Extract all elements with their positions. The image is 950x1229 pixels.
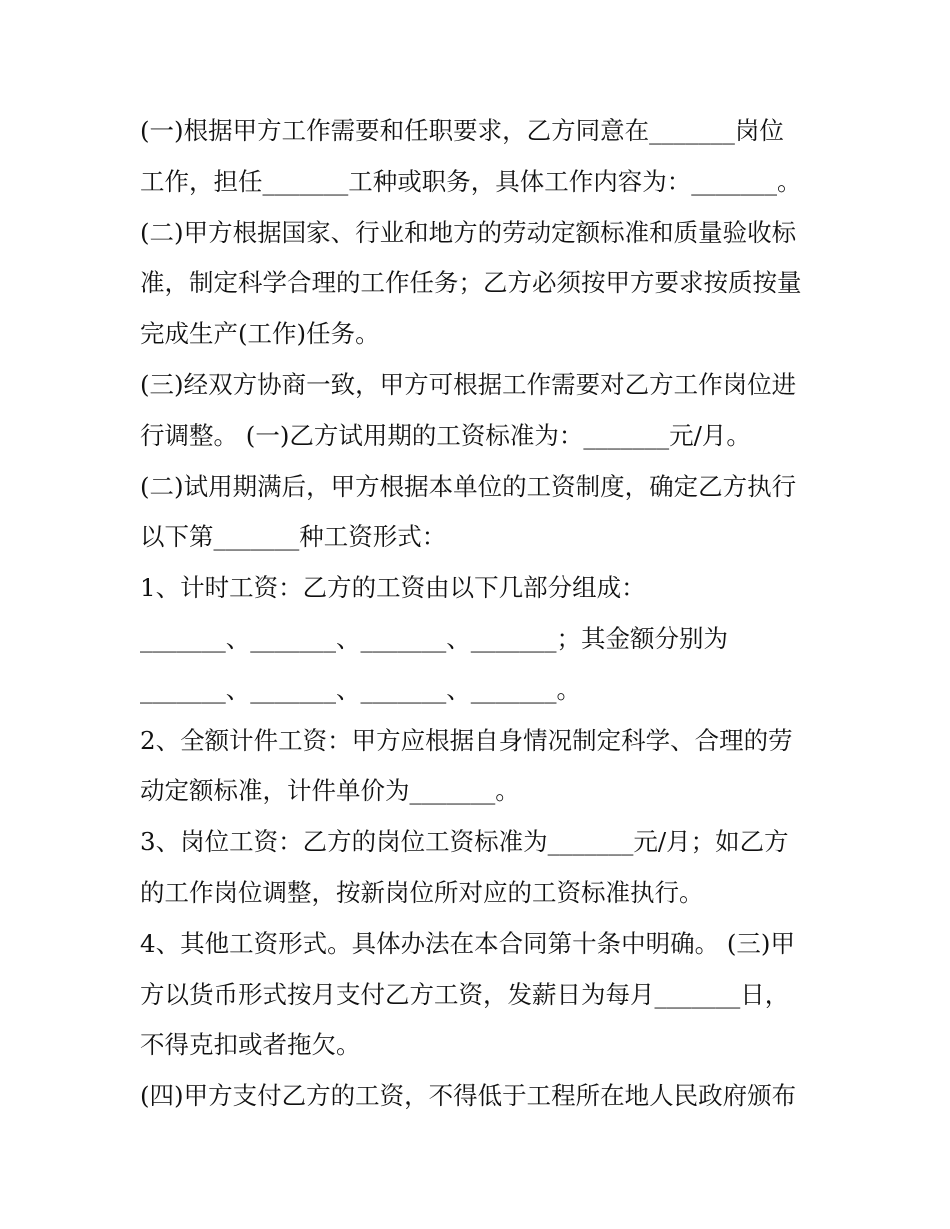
text-line: 不得克扣或者拖欠。 [140,1030,361,1060]
text-line: (二)甲方根据国家、行业和地方的劳动定额标准和质量验收标 [140,217,797,247]
text-line: _______、_______、_______、_______。 [140,674,581,704]
text-line: _______、_______、_______、_______；其金额分别为 [140,623,728,653]
text-line: 1、计时工资：乙方的工资由以下几部分组成： [140,573,646,603]
text-line: 3、岗位工资：乙方的岗位工资标准为_______元/月；如乙方 [140,827,789,857]
text-line: 4、其他工资形式。具体办法在本合同第十条中明确。 (三)甲 [140,928,795,958]
text-line: 方以货币形式按月支付乙方工资，发薪日为每月_______日， [140,979,790,1009]
text-line: (三)经双方协商一致，甲方可根据工作需要对乙方工作岗位进 [140,369,797,399]
text-line: 准，制定科学合理的工作任务；乙方必须按甲方要求按质按量 [140,268,802,298]
text-line: 的工作岗位调整，按新岗位所对应的工资标准执行。 [140,877,704,907]
document-body [140,106,830,1122]
text-line: 以下第_______种工资形式： [140,522,447,552]
text-line: (四)甲方支付乙方的工资，不得低于工程所在地人民政府颁布 [140,1081,797,1111]
text-line: 动定额标准，计件单价为_______。 [140,776,520,806]
text-line: 行调整。 (一)乙方试用期的工资标准为：_______元/月。 [140,420,751,450]
text-line: 2、全额计件工资：甲方应根据自身情况制定科学、合理的劳 [140,725,793,755]
text-line: 工作，担任_______工种或职务，具体工作内容为：_______。 [140,166,802,196]
text-line: (一)根据甲方工作需要和任职要求，乙方同意在_______岗位 [140,116,784,145]
text-line: 完成生产(工作)任务。 [140,319,380,349]
text-line: (二)试用期满后，甲方根据本单位的工资制度，确定乙方执行 [140,471,797,501]
